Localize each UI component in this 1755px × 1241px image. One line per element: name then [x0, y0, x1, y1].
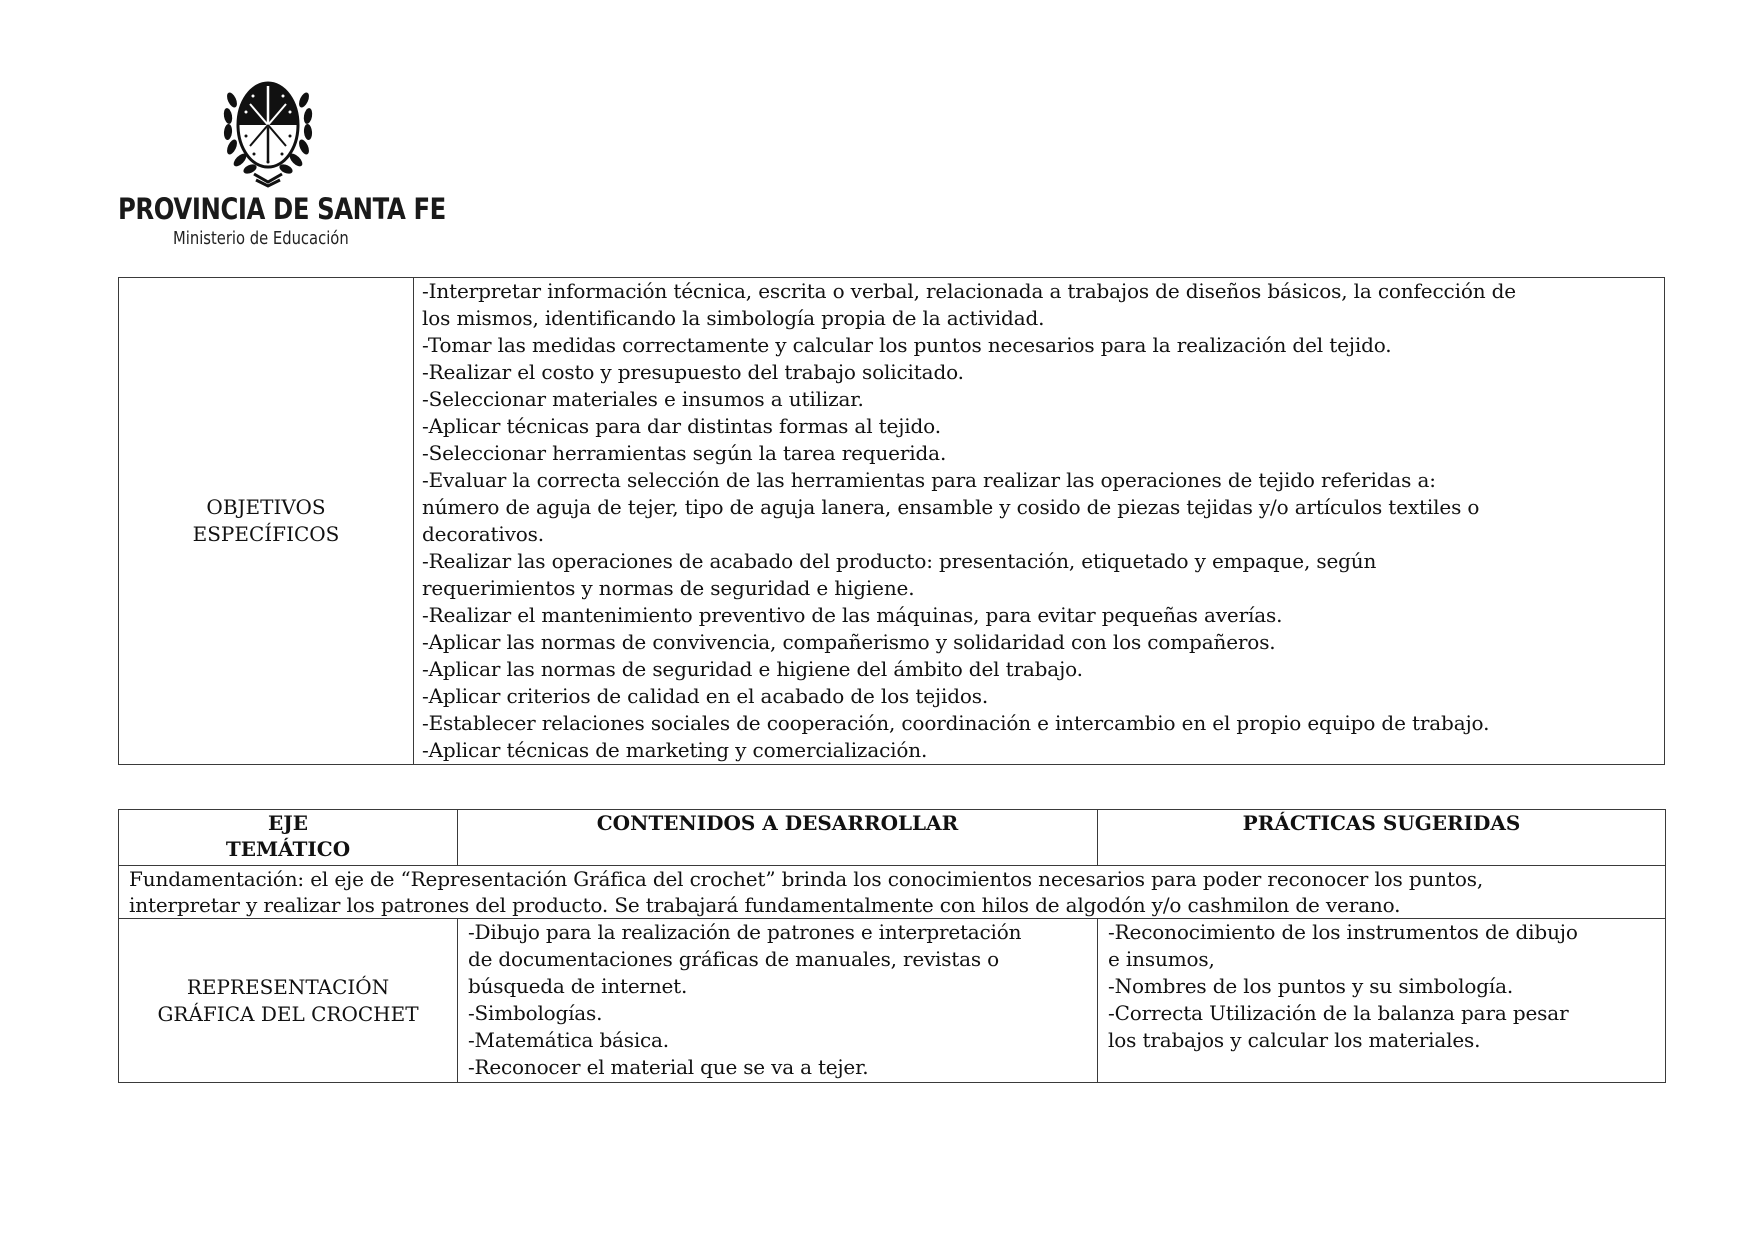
content-table [118, 809, 1666, 1083]
contenido-line: -Dibujo para la realización de patrones e interpretación [468, 920, 1022, 944]
content-table-header [119, 810, 1666, 866]
objective-line: -Seleccionar materiales e insumos a utilizar. [422, 387, 864, 411]
eje-cell [119, 919, 458, 1083]
practica-line: los trabajos y calcular los materiales. [1108, 1028, 1481, 1052]
eje-line2: GRÁFICA DEL CROCHET [157, 1001, 419, 1026]
ministry-name: Ministerio de Educación [173, 228, 349, 249]
objective-line: -Aplicar las normas de seguridad e higiene del ámbito del trabajo. [422, 657, 1083, 681]
objectives-label-cell [119, 278, 414, 765]
objective-line: -Tomar las medidas correctamente y calcular los puntos necesarios para la realización del tejido. [422, 333, 1392, 357]
header-contenidos: CONTENIDOS A DESARROLLAR [458, 810, 1098, 866]
fundamentacion-row [119, 866, 1666, 919]
fundamentacion-line: Fundamentación: el eje de “Representación Gráfica del crochet” brinda los conocimientos necesarios para poder reconocer los puntos, [129, 867, 1484, 891]
objective-line: los mismos, identificando la simbología propia de la actividad. [422, 306, 1045, 330]
objective-line: -Evaluar la correcta selección de las herramientas para realizar las operaciones de tejido referidas a: [422, 468, 1436, 492]
objective-line: -Interpretar información técnica, escrita o verbal, relacionada a trabajos de diseños básicos, la confección de [422, 279, 1516, 303]
practica-line: -Correcta Utilización de la balanza para pesar [1108, 1001, 1569, 1025]
header-eje-line2: TEMÁTICO [225, 837, 351, 861]
contenido-line: búsqueda de internet. [468, 974, 688, 998]
eje-line1: REPRESENTACIÓN [186, 974, 390, 999]
objective-line: -Aplicar las normas de convivencia, compañerismo y solidaridad con los compañeros. [422, 630, 1276, 654]
santa-fe-crest-icon [218, 70, 318, 190]
contenido-line: -Reconocer el material que se va a tejer. [468, 1055, 869, 1079]
objective-line: número de aguja de tejer, tipo de aguja lanera, ensamble y cosido de piezas tejidas y/o artículos textiles o [422, 495, 1480, 519]
table-row [119, 919, 1666, 1083]
objective-line: -Establecer relaciones sociales de cooperación, coordinación e intercambio en el propio equipo de trabajo. [422, 711, 1490, 735]
practica-line: -Nombres de los puntos y su simbología. [1108, 974, 1514, 998]
ministry-logo [118, 70, 446, 255]
objective-line: -Aplicar técnicas para dar distintas formas al tejido. [422, 414, 941, 438]
objectives-label-line2: ESPECÍFICOS [192, 522, 340, 546]
objectives-label-line1: OBJETIVOS [206, 495, 326, 519]
contenido-line: -Matemática básica. [468, 1028, 669, 1052]
objective-line: -Aplicar técnicas de marketing y comercialización. [422, 738, 928, 762]
objectives-list-cell [414, 278, 1665, 765]
practica-line: -Reconocimiento de los instrumentos de dibujo [1108, 920, 1578, 944]
practica-line: e insumos, [1108, 947, 1215, 971]
header-eje-line1: EJE [268, 811, 308, 835]
fundamentacion-line: interpretar y realizar los patrones del producto. Se trabajará fundamentalmente con hilos de algodón y/o cashmilon de verano. [129, 893, 1401, 917]
contenidos-cell [458, 919, 1098, 1083]
header-practicas: PRÁCTICAS SUGERIDAS [1098, 810, 1666, 866]
objectives-table [118, 277, 1665, 765]
objective-line: -Realizar el costo y presupuesto del trabajo solicitado. [422, 360, 964, 384]
contenido-line: de documentaciones gráficas de manuales, revistas o [468, 947, 999, 971]
header-eje-tematico [119, 810, 458, 866]
practicas-cell [1098, 919, 1666, 1083]
fundamentacion-cell [119, 866, 1666, 919]
contenido-line: -Simbologías. [468, 1001, 603, 1025]
objective-line: -Realizar el mantenimiento preventivo de las máquinas, para evitar pequeñas averías. [422, 603, 1283, 627]
objective-line: requerimientos y normas de seguridad e higiene. [422, 576, 915, 600]
objective-line: -Realizar las operaciones de acabado del producto: presentación, etiquetado y empaque, según [422, 549, 1377, 573]
province-name: PROVINCIA DE SANTA FE [118, 192, 446, 226]
objective-line: -Seleccionar herramientas según la tarea requerida. [422, 441, 947, 465]
objective-line: decorativos. [422, 522, 544, 546]
objective-line: -Aplicar criterios de calidad en el acabado de los tejidos. [422, 684, 989, 708]
